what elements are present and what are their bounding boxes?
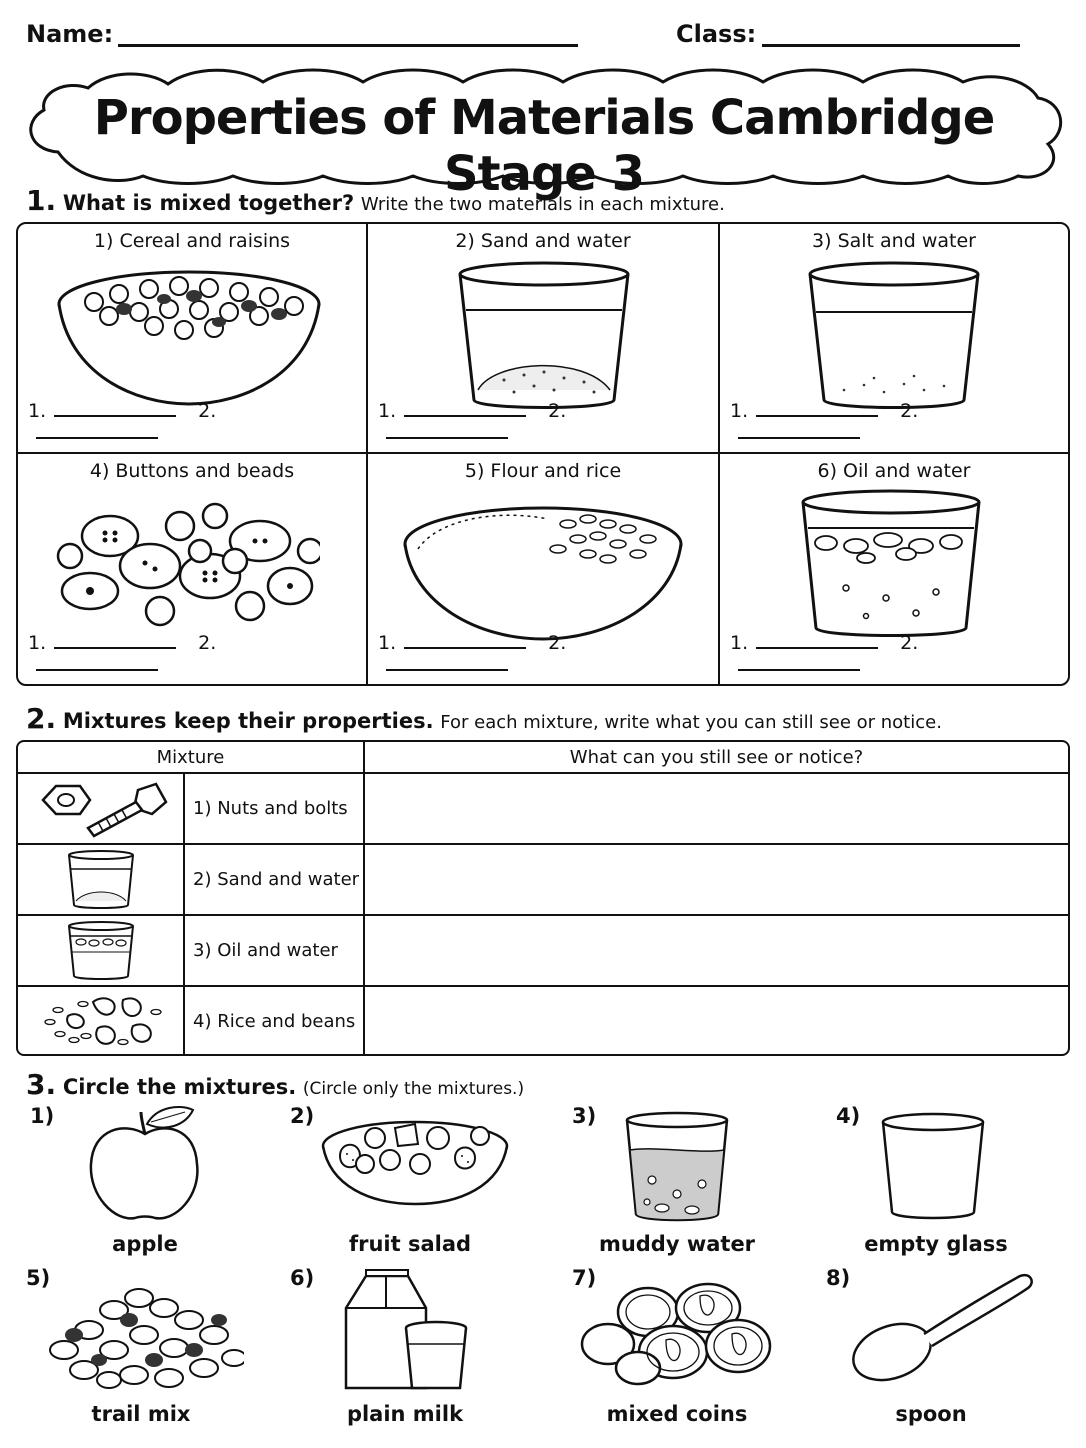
item-label: trail mix	[91, 1402, 191, 1426]
item-label: apple	[112, 1232, 178, 1256]
section1-instruction: Write the two materials in each mixture.	[360, 194, 725, 215]
mixture-name: 3) Oil and water	[185, 916, 365, 985]
section3-number: 3.	[26, 1068, 57, 1101]
table-row	[18, 916, 1068, 987]
answer-line-1[interactable]	[54, 415, 176, 417]
mixture-cell	[720, 224, 1068, 454]
circle-item[interactable]	[26, 1266, 256, 1428]
buttons-beads-icon	[50, 496, 320, 636]
class-label: Class:	[676, 20, 757, 48]
mixture-cell-label: 4) Buttons and beads	[89, 460, 295, 482]
item-number: 6)	[290, 1266, 315, 1290]
table-row	[18, 774, 1068, 845]
flour-rice-bowl-icon	[398, 494, 688, 644]
answer-line-1[interactable]	[756, 647, 878, 649]
oil-water-glass-icon	[66, 920, 136, 982]
circle-item[interactable]	[572, 1104, 782, 1260]
coins-icon	[578, 1282, 778, 1392]
sand-water-glass-icon	[66, 849, 136, 911]
cereal-bowl-icon	[54, 264, 324, 414]
answer-line-2[interactable]	[386, 669, 508, 671]
mixture-name: 2) Sand and water	[185, 845, 365, 914]
class-field[interactable]	[762, 44, 1020, 47]
column-header-notice: What can you still see or notice?	[365, 742, 1068, 774]
answer-blanks	[378, 632, 718, 676]
mixture-cell	[18, 224, 368, 454]
properties-table	[16, 740, 1070, 1056]
circle-item[interactable]	[290, 1266, 520, 1428]
fruit-salad-icon	[320, 1116, 510, 1206]
circle-item[interactable]	[572, 1266, 782, 1428]
section3-instruction: (Circle only the mixtures.)	[302, 1079, 525, 1099]
blank-2-label: 2.	[900, 632, 919, 654]
item-number: 8)	[826, 1266, 851, 1290]
answer-blanks	[28, 400, 366, 444]
mixture-cell-label: 5) Flour and rice	[464, 460, 622, 482]
item-label: empty glass	[864, 1232, 1008, 1256]
answer-cell[interactable]	[365, 845, 1068, 914]
item-number: 7)	[572, 1266, 597, 1290]
section3-heading	[26, 1068, 524, 1101]
blank-1-label: 1.	[378, 632, 397, 654]
empty-glass-icon	[878, 1112, 988, 1224]
name-field[interactable]	[118, 44, 578, 47]
page-title: Properties of Materials Cambridge Stage 3	[93, 90, 995, 202]
milk-icon	[342, 1268, 472, 1392]
blank-1-label: 1.	[28, 400, 47, 422]
trail-mix-icon	[44, 1280, 244, 1390]
section3-title: Circle the mixtures.	[62, 1075, 297, 1099]
section2-title: Mixtures keep their properties.	[62, 709, 434, 733]
answer-cell[interactable]	[365, 987, 1068, 1056]
spoon-icon	[848, 1272, 1038, 1386]
answer-line-1[interactable]	[54, 647, 176, 649]
section2-heading	[26, 702, 942, 735]
title-banner	[18, 62, 1070, 202]
circle-item[interactable]	[30, 1104, 260, 1260]
rice-beans-icon	[38, 992, 168, 1052]
table-row	[18, 845, 1068, 916]
nut-bolt-icon	[38, 780, 168, 840]
section2-instruction: For each mixture, write what you can still see or notice.	[440, 712, 942, 733]
mixture-cell	[368, 224, 720, 454]
mixture-name: 1) Nuts and bolts	[185, 774, 365, 843]
item-label: muddy water	[598, 1232, 756, 1256]
blank-1-label: 1.	[730, 632, 749, 654]
circle-item[interactable]	[290, 1104, 530, 1260]
mixture-cell-label: 1) Cereal and raisins	[93, 230, 291, 252]
answer-line-2[interactable]	[36, 437, 158, 439]
answer-cell[interactable]	[365, 916, 1068, 985]
oil-water-glass-icon	[796, 488, 986, 648]
answer-line-2[interactable]	[386, 437, 508, 439]
name-label: Name:	[26, 20, 114, 48]
answer-cell[interactable]	[365, 774, 1068, 843]
section2-number: 2.	[26, 702, 57, 735]
salt-water-glass-icon	[804, 260, 984, 420]
answer-blanks	[730, 632, 1068, 676]
mixture-name: 4) Rice and beans	[185, 987, 365, 1056]
muddy-water-icon	[622, 1110, 732, 1228]
mixture-cell	[18, 454, 368, 684]
item-number: 4)	[836, 1104, 861, 1128]
sand-water-glass-icon	[454, 260, 634, 420]
item-label: plain milk	[346, 1402, 464, 1426]
section1-heading	[26, 184, 725, 217]
blank-1-label: 1.	[378, 400, 397, 422]
blank-2-label: 2.	[548, 400, 567, 422]
item-number: 1)	[30, 1104, 55, 1128]
mixture-cell	[720, 454, 1068, 684]
mixture-cell-label: 3) Salt and water	[812, 230, 976, 252]
blank-2-label: 2.	[198, 400, 217, 422]
answer-line-2[interactable]	[36, 669, 158, 671]
item-number: 5)	[26, 1266, 51, 1290]
blank-1-label: 1.	[28, 632, 47, 654]
mixture-cell-label: 6) Oil and water	[817, 460, 971, 482]
answer-blanks	[378, 400, 718, 444]
circle-item[interactable]	[826, 1266, 1036, 1428]
answer-line-1[interactable]	[756, 415, 878, 417]
mixture-cell	[368, 454, 720, 684]
answer-blanks	[730, 400, 1068, 444]
apple-icon	[85, 1104, 205, 1222]
mixtures-grid	[16, 222, 1070, 686]
answer-line-2[interactable]	[738, 669, 860, 671]
item-number: 2)	[290, 1104, 315, 1128]
section1-number: 1.	[26, 184, 57, 217]
mixture-cell-label: 2) Sand and water	[455, 230, 631, 252]
item-label: spoon	[895, 1402, 967, 1426]
circle-item[interactable]	[836, 1104, 1036, 1260]
answer-line-1[interactable]	[404, 647, 526, 649]
section1-title: What is mixed together?	[62, 191, 355, 215]
answer-line-2[interactable]	[738, 437, 860, 439]
item-number: 3)	[572, 1104, 597, 1128]
column-header-mixture: Mixture	[18, 742, 365, 774]
table-row	[18, 987, 1068, 1056]
item-label: mixed coins	[606, 1402, 748, 1426]
blank-2-label: 2.	[900, 400, 919, 422]
blank-1-label: 1.	[730, 400, 749, 422]
blank-2-label: 2.	[548, 632, 567, 654]
answer-blanks	[28, 632, 366, 676]
answer-line-1[interactable]	[404, 415, 526, 417]
blank-2-label: 2.	[198, 632, 217, 654]
item-label: fruit salad	[348, 1232, 472, 1256]
